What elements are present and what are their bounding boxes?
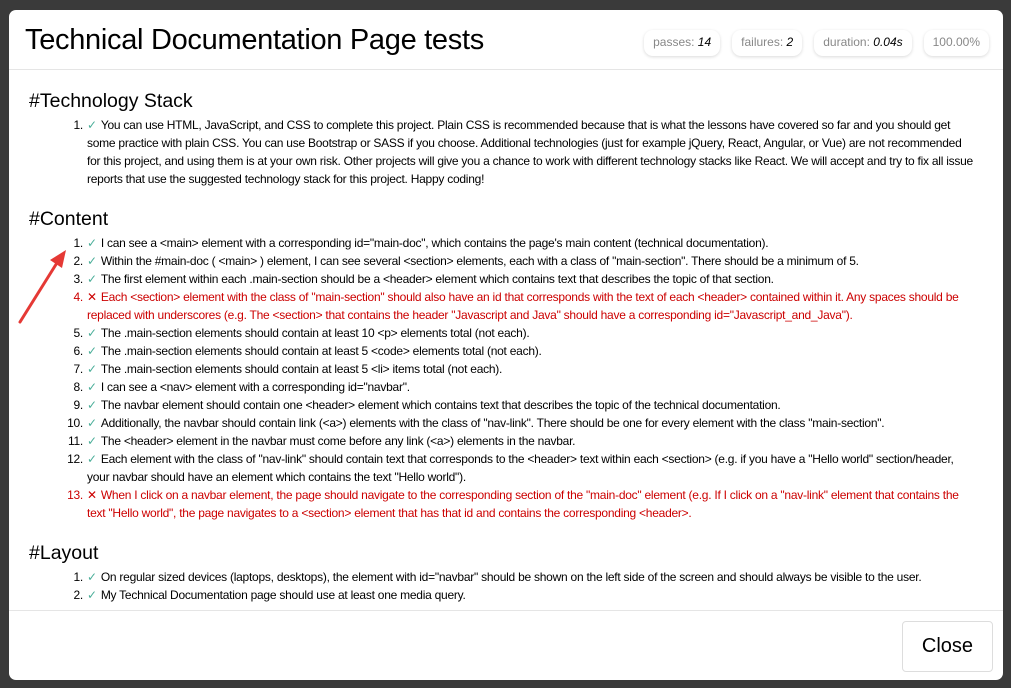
test-text: The .main-section elements should contain at least 5 <li> items total (not each). xyxy=(100,362,503,376)
test-number: 2. xyxy=(73,588,83,602)
stat-label: passes: xyxy=(653,35,695,49)
section-heading: #Layout xyxy=(29,542,99,564)
check-icon: ✓ xyxy=(87,570,97,584)
check-icon: ✓ xyxy=(87,236,97,250)
test-item xyxy=(73,288,983,324)
red-arrow-annotation xyxy=(14,248,74,328)
stat-badge xyxy=(924,30,989,56)
check-icon: ✓ xyxy=(87,398,97,412)
test-item xyxy=(67,414,983,432)
stat-badge xyxy=(732,30,802,56)
test-text: The <header> element in the navbar must come before any link (<a>) elements in the navbar. xyxy=(100,434,576,448)
test-text: I can see a <main> element with a corresponding id="main-doc", which contains the page's main content (technical documentation). xyxy=(100,236,769,250)
test-item xyxy=(67,432,983,450)
test-results-body[interactable] xyxy=(9,70,1003,610)
modal-title: Technical Documentation Page tests xyxy=(25,24,484,56)
test-stats xyxy=(644,30,989,56)
stat-value: 0.04s xyxy=(873,35,903,49)
cross-icon: ✕ xyxy=(87,290,97,304)
test-number: 10. xyxy=(67,416,83,430)
section-heading: #Content xyxy=(29,208,109,230)
test-number: 4. xyxy=(73,290,83,304)
test-number: 9. xyxy=(73,398,83,412)
stat-label: failures: xyxy=(741,35,784,49)
check-icon: ✓ xyxy=(87,344,97,358)
test-number: 7. xyxy=(73,362,83,376)
test-text: Additionally, the navbar should contain link (<a>) elements with the class of "nav-link". There should be one for every element with the class "main-section". xyxy=(100,416,885,430)
stat-badge xyxy=(644,30,720,56)
check-icon: ✓ xyxy=(87,272,97,286)
test-item xyxy=(73,116,983,188)
check-icon: ✓ xyxy=(87,118,97,132)
check-icon: ✓ xyxy=(87,416,97,430)
test-text: My Technical Documentation page should use at least one media query. xyxy=(100,588,466,602)
test-text: On regular sized devices (laptops, desktops), the element with id="navbar" should be shown on the left side of the screen and should always be visible to the user. xyxy=(100,570,922,584)
test-text: I can see a <nav> element with a corresponding id="navbar". xyxy=(100,380,410,394)
test-number: 1. xyxy=(73,570,83,584)
test-text: You can use HTML, JavaScript, and CSS to complete this project. Plain CSS is recommended because that is what the lessons have covered so far and you should get some practice with plain CSS. You can use Bootstrap or SASS if you choose. Additional technologies (just for example jQuery, React, Angular, or Vue) are not recommended for this project, and using them is at your own risk. Other projects will give you a chance to work with different technology stacks like React. We will accept and try to fix all issue reports that use the suggested technology stack for this project. Happy coding! xyxy=(87,118,973,186)
stat-badge xyxy=(814,30,911,56)
test-item xyxy=(73,252,983,270)
test-number: 8. xyxy=(73,380,83,394)
test-number: 11. xyxy=(67,434,83,448)
test-item xyxy=(73,568,983,586)
test-number: 5. xyxy=(73,326,83,340)
test-text: The first element within each .main-section should be a <header> element which contains text that describes the topic of that section. xyxy=(100,272,774,286)
test-item xyxy=(73,396,983,414)
stat-value: 14 xyxy=(697,35,712,49)
test-results-modal xyxy=(9,10,1003,680)
test-list xyxy=(29,234,983,522)
check-icon: ✓ xyxy=(87,362,97,376)
check-icon: ✓ xyxy=(87,434,97,448)
test-list xyxy=(29,568,983,604)
test-number: 2. xyxy=(73,254,83,268)
test-item xyxy=(73,360,983,378)
check-icon: ✓ xyxy=(87,254,97,268)
stat-value: 2 xyxy=(786,35,794,49)
test-text: The .main-section elements should contain at least 10 <p> elements total (not each). xyxy=(100,326,530,340)
test-text: The navbar element should contain one <header> element which contains text that describes the topic of the technical documentation. xyxy=(100,398,781,412)
stat-label: duration: xyxy=(823,35,870,49)
check-icon: ✓ xyxy=(87,326,97,340)
test-item xyxy=(73,342,983,360)
test-number: 13. xyxy=(67,488,83,502)
test-item xyxy=(67,486,983,522)
test-item xyxy=(73,586,983,604)
test-item xyxy=(73,378,983,396)
modal-header xyxy=(9,10,1003,70)
test-text: Each <section> element with the class of "main-section" should also have an id that corresponds with the text of each <header> contained within it. Any spaces should be replaced with underscores (e.g. The <section> that contains the header "Javascript and Java" should have a corresponding id="Javascript_and_Java"). xyxy=(87,290,959,322)
modal-footer xyxy=(9,610,1003,680)
check-icon: ✓ xyxy=(87,588,97,602)
test-item xyxy=(67,450,983,486)
test-list xyxy=(29,116,983,188)
close-button[interactable]: Close xyxy=(902,621,993,672)
test-text: Each element with the class of "nav-link" should contain text that corresponds to the <header> text within each <section> (e.g. if you have a "Hello world" section/header, your navbar should have an element which contains the text "Hello world"). xyxy=(87,452,954,484)
test-number: 12. xyxy=(67,452,83,466)
test-item xyxy=(73,324,983,342)
test-text: The .main-section elements should contain at least 5 <code> elements total (not each). xyxy=(100,344,542,358)
check-icon: ✓ xyxy=(87,380,97,394)
test-text: Within the #main-doc ( <main> ) element, I can see several <section> elements, each with a class of "main-section". There should be a minimum of 5. xyxy=(100,254,859,268)
test-number: 1. xyxy=(73,236,83,250)
stat-value: 100.00% xyxy=(932,35,980,49)
test-text: When I click on a navbar element, the page should navigate to the corresponding section of the "main-doc" element (e.g. If I click on a "nav-link" element that contains the text "Hello world", the page navigates to a <section> element that has that id and contains the corresponding <header>. xyxy=(87,488,959,520)
test-number: 1. xyxy=(73,118,83,132)
test-number: 3. xyxy=(73,272,83,286)
cross-icon: ✕ xyxy=(87,488,97,502)
test-item xyxy=(73,234,983,252)
section-heading: #Technology Stack xyxy=(29,90,193,112)
test-item xyxy=(73,270,983,288)
check-icon: ✓ xyxy=(87,452,97,466)
test-number: 6. xyxy=(73,344,83,358)
